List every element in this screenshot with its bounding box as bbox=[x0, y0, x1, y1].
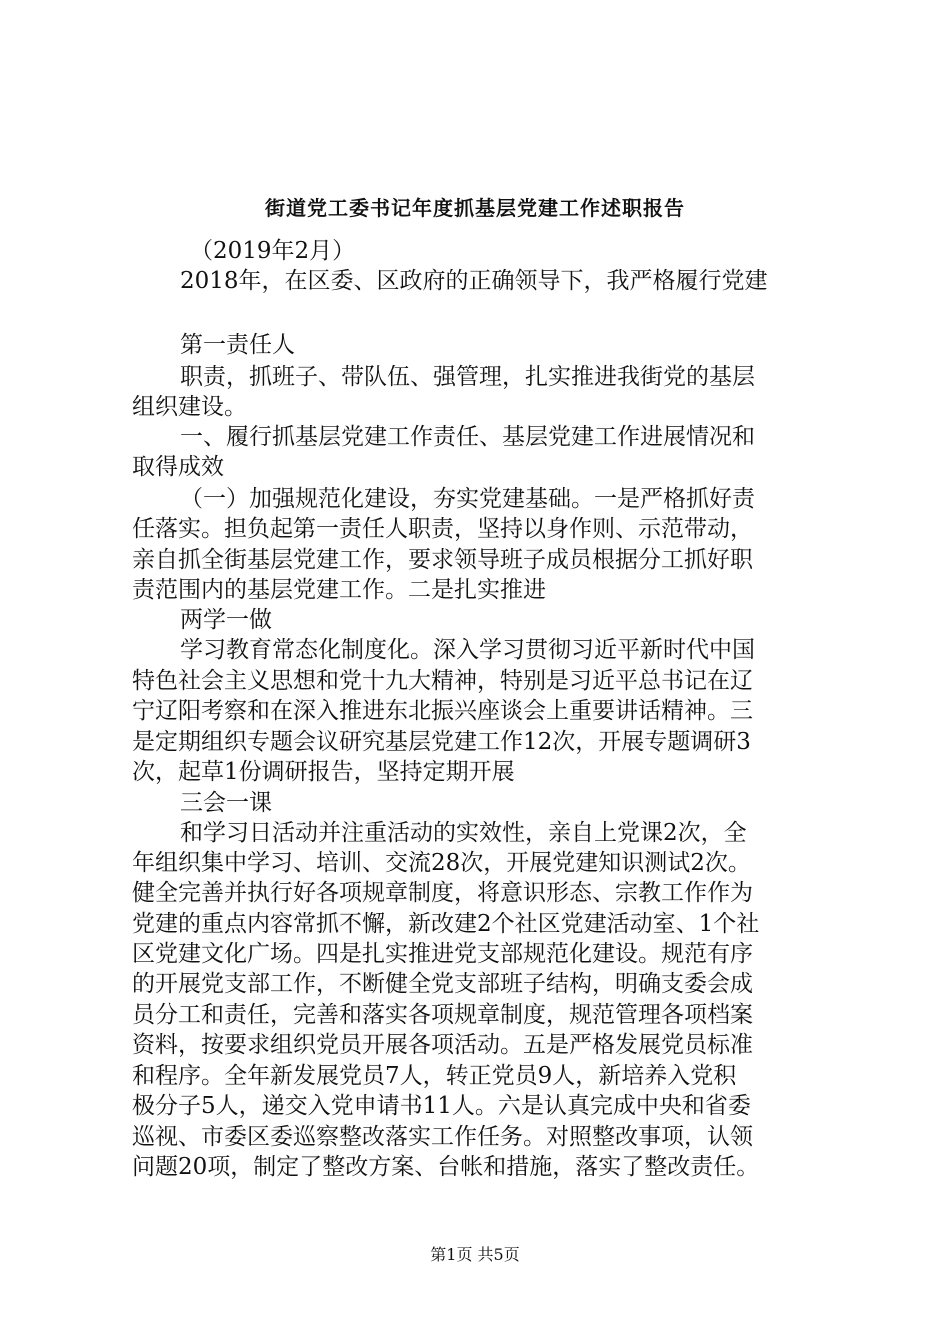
body-line: 组织建设。 bbox=[132, 394, 247, 420]
body-line: 2018年，在区委、区政府的正确领导下，我严格履行党建 bbox=[180, 268, 768, 294]
body-line: 亲自抓全街基层党建工作，要求领导班子成员根据分工抓好职 bbox=[132, 547, 753, 573]
body-line: 区党建文化广场。四是扎实推进党支部规范化建设。规范有序 bbox=[132, 941, 753, 967]
page-number-footer: 第1页 共5页 bbox=[430, 1245, 520, 1264]
body-line: 员分工和责任，完善和落实各项规章制度，规范管理各项档案 bbox=[132, 1002, 753, 1028]
body-line: 和程序。全年新发展党员7人，转正党员9人，新培养入党积 bbox=[132, 1063, 737, 1089]
body-line: 责范围内的基层党建工作。二是扎实推进 bbox=[132, 577, 546, 603]
body-line: （一）加强规范化建设，夯实党建基础。一是严格抓好责 bbox=[180, 486, 755, 512]
body-line: 和学习日活动并注重活动的实效性，亲自上党课2次，全 bbox=[180, 820, 747, 846]
body-line: 三会一课 bbox=[180, 790, 272, 816]
body-line: 健全完善并执行好各项规章制度，将意识形态、宗教工作作为 bbox=[132, 880, 753, 906]
body-line: 职责，抓班子、带队伍、强管理，扎实推进我街党的基层 bbox=[180, 364, 755, 390]
section-heading: 取得成效 bbox=[132, 454, 224, 480]
body-line: 巡视、市委区委巡察整改落实工作任务。对照整改事项，认领 bbox=[132, 1124, 753, 1150]
body-line: 资料，按要求组织党员开展各项活动。五是严格发展党员标准 bbox=[132, 1032, 753, 1058]
body-line: 第一责任人 bbox=[180, 332, 295, 358]
section-heading: 一、履行抓基层党建工作责任、基层党建工作进展情况和 bbox=[180, 424, 755, 450]
body-line: 是定期组织专题会议研究基层党建工作12次，开展专题调研3 bbox=[132, 729, 751, 755]
body-line: 党建的重点内容常抓不懈，新改建2个社区党建活动室、1个社 bbox=[132, 911, 760, 937]
body-line: 极分子5人，递交入党申请书11人。六是认真完成中央和省委 bbox=[132, 1093, 751, 1119]
body-line: 任落实。担负起第一责任人职责，坚持以身作则、示范带动， bbox=[132, 516, 753, 542]
body-line: 的开展党支部工作，不断健全党支部班子结构，明确支委会成 bbox=[132, 971, 753, 997]
body-line: 年组织集中学习、培训、交流28次，开展党建知识测试2次。 bbox=[132, 850, 751, 876]
body-line: 次，起草1份调研报告，坚持定期开展 bbox=[132, 759, 515, 785]
document-title: 街道党工委书记年度抓基层党建工作述职报告 bbox=[265, 196, 685, 220]
body-line: 两学一做 bbox=[180, 607, 272, 633]
body-line: 问题20项，制定了整改方案、台帐和措施，落实了整改责任。 bbox=[132, 1154, 760, 1180]
document-date: （2019年2月） bbox=[190, 238, 356, 264]
body-line: 学习教育常态化制度化。深入学习贯彻习近平新时代中国 bbox=[180, 637, 755, 663]
body-line: 特色社会主义思想和党十九大精神，特别是习近平总书记在辽 bbox=[132, 668, 753, 694]
body-line: 宁辽阳考察和在深入推进东北振兴座谈会上重要讲话精神。三 bbox=[132, 698, 753, 724]
